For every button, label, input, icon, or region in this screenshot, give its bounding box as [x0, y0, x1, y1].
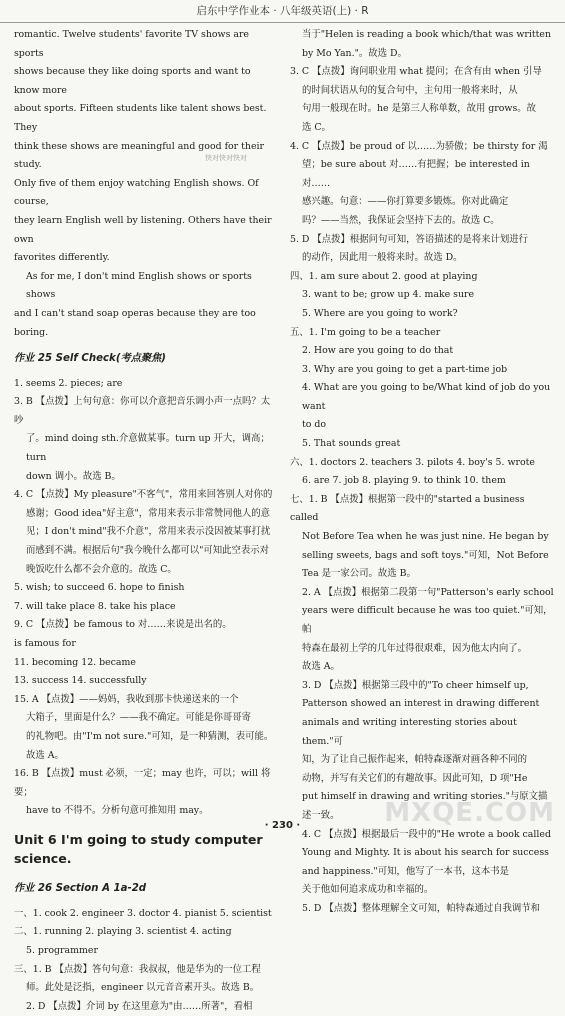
answer-line: 选 C。 [302, 121, 331, 133]
answer-line: 了。mind doing sth.介意做某事。turn up 开大，调高；turn [26, 433, 270, 464]
answer-line: 11. becoming 12. became [14, 656, 136, 668]
answer-line: is famous for [14, 638, 76, 649]
answer-line: As for me, I don't mind English shows or sports shows [26, 270, 252, 301]
page-header: 启东中学作业本 · 八年级英语(上) · R [0, 0, 565, 23]
answer-line: romantic. Twelve students' favorite TV shows are sports [14, 29, 249, 59]
answer-line: 5. Where are you going to work? [302, 307, 458, 319]
answer-line: 大箱子，里面是什么？——我不确定。可能是你哥哥寄 [26, 712, 252, 724]
answer-line: 晚饭吃什么都不会介意的。故选 C。 [26, 563, 177, 575]
answer-line: years were difficult because he was too quiet."可知，帕 [302, 605, 553, 635]
answer-line: 的动作，因此用一般将来时。故选 D。 [302, 252, 463, 264]
answer-line: 3. want to be; grow up 4. make sure [302, 289, 475, 301]
answer-line: 4. What are you going to be/What kind of job do you want [302, 382, 551, 412]
answer-line: 当于"Helen is reading a book which/that was written [302, 29, 551, 40]
answer-line: and happiness."可知，他写了一本书，这本书是 [302, 865, 509, 877]
answer-line: Tea 是一家公司。故选 B。 [302, 568, 416, 580]
answer-line: 一、1. cook 2. engineer 3. doctor 4. pianist 5. scientist [14, 907, 272, 919]
answer-line: 关于他如何追求成功和幸福的。 [302, 884, 434, 896]
answer-line: animals and writing interesting stories about them."可 [302, 716, 517, 747]
answer-line: 3. C 【点拨】询问职业用 what 提问；在含有由 when 引导 [290, 66, 542, 78]
answer-line: 三、1. B 【点拨】答句句意：我叔叔，他是华为的一位工程 [14, 963, 261, 975]
answer-line: 的时间状语从句的复合句中，主句用一般将来时，从 [302, 84, 518, 96]
answer-line: 4. C 【点拨】be proud of 以……为骄傲；be thirsty for 渴 [290, 140, 548, 152]
answer-line: by Mo Yan."。故选 D。 [302, 47, 407, 59]
answer-line: and I can't stand soap operas because they are too boring. [14, 307, 256, 338]
answer-line: 15. A 【点拨】——妈妈，我收到那卡快递送来的一个 [14, 693, 239, 705]
unit-title: Unit 6 I'm going to study computer science. [14, 831, 263, 866]
answer-line: 3. D 【点拨】根据第三段中的"To cheer himself up, [302, 679, 529, 691]
site-watermark: MXQE.COM [384, 798, 555, 828]
answer-line: Only five of them enjoy watching English shows. Of course, [14, 177, 259, 208]
answer-line: selling sweets, bags and soft toys."可知，Not Before [302, 549, 549, 561]
answer-line: 2. D 【点拨】介词 by 在这里意为"由……所著"，看相 [26, 1000, 253, 1012]
answer-line: 16. B 【点拨】must 必须，一定；may 也许，可以；will 将要； [14, 768, 271, 798]
stamp-watermark: 快对快对快对 [205, 154, 247, 162]
answer-line: Young and Mighty. It is about his search for success [302, 847, 549, 859]
answer-line: think these shows are meaningful and good for their study. [14, 140, 264, 171]
answer-line: 5. wish; to succeed 6. hope to finish [14, 582, 185, 594]
answer-line: 四、1. am sure about 2. good at playing [290, 270, 478, 282]
answer-line: shows because they like doing sports and want to know more [14, 66, 251, 96]
answer-line: 二、1. running 2. playing 3. scientist 4. acting [14, 926, 232, 938]
answer-line: 4. C 【点拨】根据最后一段中的"He wrote a book called [302, 828, 551, 840]
answer-line: 4. C 【点拨】My pleasure"不客气"，常用来回答别人对你的 [14, 489, 273, 501]
answer-line: 特森在最初上学的几年过得很艰难，因为他太内向了。 [302, 642, 528, 654]
answer-line: 师。此处是泛指，engineer 以元音音素开头。故选 B。 [26, 982, 260, 994]
answer-line: favorites differently. [14, 252, 110, 264]
section-heading: 作业 26 Section A 1a-2d [14, 883, 147, 895]
answer-line: have to 不得不。分析句意可推知用 may。 [26, 805, 209, 817]
answer-line: 7. will take place 8. take his place [14, 600, 176, 612]
answer-line: 5. programmer [26, 944, 98, 956]
answer-line: 6. are 7. job 8. playing 9. to think 10. them [302, 475, 506, 487]
answer-line: 3. B 【点拨】上句句意：你可以介意把音乐调小声一点吗？太吵 [14, 396, 271, 426]
answer-line: 5. D 【点拨】整体理解全文可知，帕特森通过自我调节和 [302, 902, 541, 914]
answer-line: 望；be sure about 对……有把握；be interested in 对…… [302, 159, 530, 189]
answer-line: 而感到不满。根据后句"我今晚什么都可以"可知此空表示对 [26, 545, 270, 557]
left-column [14, 26, 276, 1016]
answer-line: 感谢；Good idea"好主意"，常用来表示非常赞同他人的意 [26, 507, 271, 519]
section-heading: 作业 25 Self Check(考点聚焦) [14, 353, 166, 365]
answer-line: 七、1. B 【点拨】根据第一段中的"started a business called [290, 493, 525, 524]
answer-line: 动物，并写有关它们的有趣故事。因此可知，D 项"He [302, 772, 528, 784]
answer-line: 六、1. doctors 2. teachers 3. pilots 4. boy's 5. wrote [290, 456, 535, 468]
answer-line: 见；I don't mind"我不介意"，常用来表示没因被某事打扰 [26, 526, 271, 538]
answer-line: 1. seems 2. pieces; are [14, 377, 123, 389]
answer-line: 5. D 【点拨】根据问句可知，答语描述的是将来计划进行 [290, 233, 529, 245]
answer-line: 5. That sounds great [302, 438, 401, 450]
answer-line: 9. C 【点拨】be famous to 对……来说是出名的。 [14, 619, 232, 631]
answer-line: 故选 A。 [302, 661, 340, 673]
answer-line: 吗？——当然，我保证会坚持下去的。故选 C。 [302, 214, 500, 226]
answer-line: down 调小。故选 B。 [26, 470, 121, 482]
answer-line: to do [302, 419, 327, 431]
answer-line: 13. success 14. successfully [14, 675, 147, 687]
answer-line: 感兴趣。句意：——你打算要多锻炼。你对此确定 [302, 196, 509, 208]
answer-line: Not Before Tea when he was just nine. He began by [302, 531, 549, 543]
answer-line: 2. A 【点拨】根据第二段第一句"Patterson's early school [302, 586, 554, 598]
answer-line: Patterson showed an interest in drawing different [302, 698, 540, 710]
answer-line: 述一致。 [302, 809, 340, 821]
answer-line: they learn English well by listening. Others have their own [14, 214, 272, 245]
answer-line: about sports. Fifteen students like talent shows best. They [14, 103, 267, 133]
answer-line: put himself in drawing and writing stories."与原文描 [302, 791, 548, 803]
answer-line: 知，为了让自己振作起来，帕特森逐渐对画各种不同的 [302, 754, 528, 766]
answer-line: 句用一般现在时。he 是第三人称单数，故用 grows。故 [302, 103, 537, 115]
answer-line: 故选 A。 [26, 749, 64, 761]
answer-line: 五、1. I'm going to be a teacher [290, 326, 441, 338]
right-column [290, 26, 554, 919]
answer-line: 2. How are you going to do that [302, 345, 454, 357]
answer-line: 的礼物吧。由"I'm not sure."可知，是一种猜测，表可能。 [26, 730, 274, 742]
page-number: · 230 · [264, 820, 301, 831]
answer-line: 3. Why are you going to get a part-time job [302, 363, 508, 375]
